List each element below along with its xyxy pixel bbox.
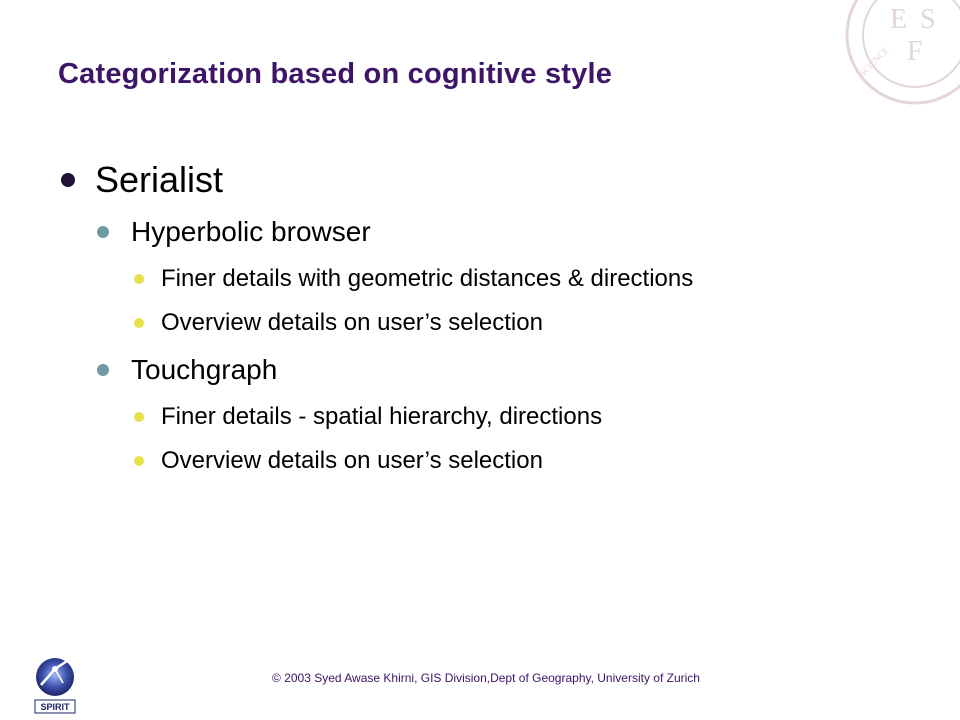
bullet-dot [134,274,144,284]
bullet-dot [134,318,144,328]
bullet-text: Hyperbolic browser [131,216,371,247]
svg-text:E: E [890,4,908,35]
bullet-item-overview-details-1 [134,308,543,338]
svg-text:S: S [920,4,936,35]
svg-text:SCIENCE: SCIENCE [857,44,891,79]
slide-title: Categorization based on cognitive style [58,58,613,90]
bullet-dot [134,456,144,466]
bullet-text: Overview details on user’s selection [161,309,543,336]
bullet-item-overview-details-2 [134,446,543,476]
bullet-item-hyperbolic-browser [97,214,371,250]
bullet-item-finer-details-1 [134,264,693,294]
bullet-item-serialist [61,158,223,202]
bullet-text: Touchgraph [131,354,278,385]
bullet-item-finer-details-2 [134,402,602,432]
bullet-text: Overview details on user’s selection [161,447,543,474]
footer-copyright [0,671,880,685]
bullet-text: Finer details with geometric distances & directions [161,265,694,292]
bullet-dot [97,364,109,376]
bullet-dot [134,412,144,422]
bullet-item-touchgraph [97,352,277,388]
svg-text:SPIRIT: SPIRIT [40,702,70,712]
bullet-dot [61,173,75,187]
footer-copyright-text: © 2003 Syed Awase Khirni, GIS Division,Dept of Geography, University of Zurich [272,671,700,685]
svg-text:F: F [907,36,923,67]
bullet-text: Serialist [95,159,224,200]
bullet-dot [97,226,109,238]
bullet-text: Finer details - spatial hierarchy, directions [161,403,603,430]
spirit-logo-icon [33,655,77,715]
